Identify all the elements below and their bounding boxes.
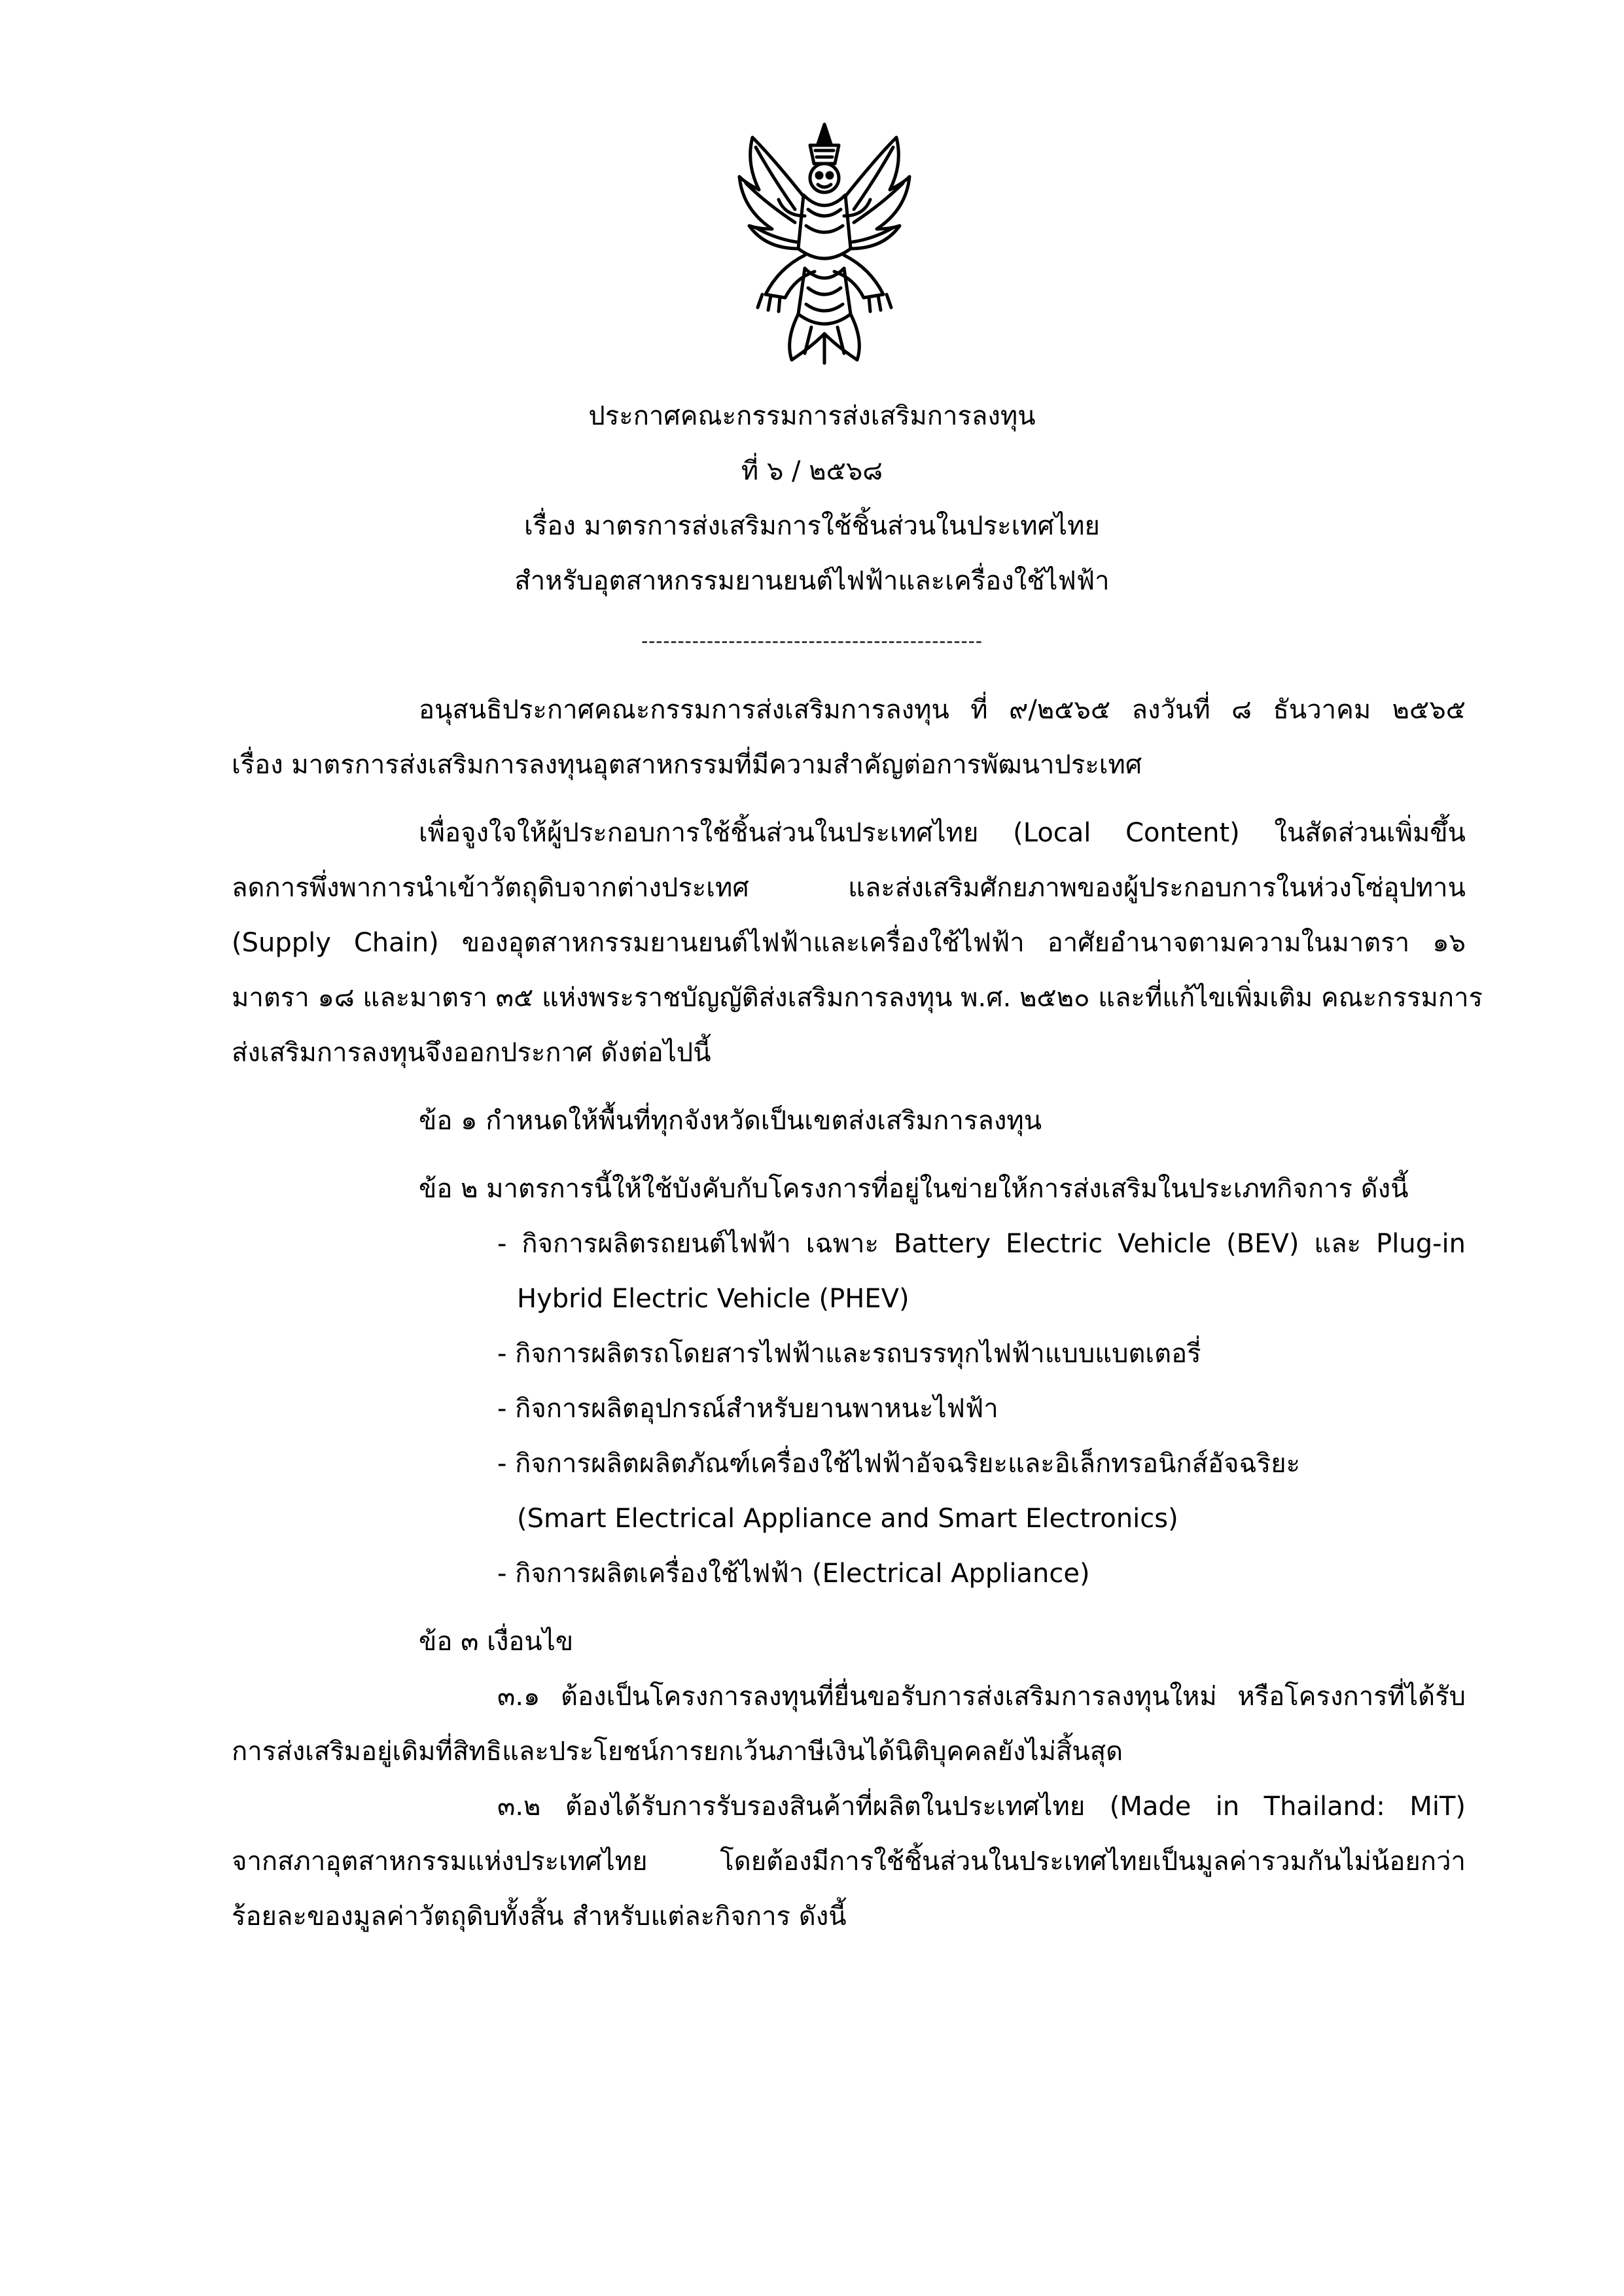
clause-3-1-line-1: ๓.๑ ต้องเป็นโครงการลงทุนที่ยื่นขอรับการส่งเสริมการลงทุนใหม่ หรือโครงการที่ได้รับ xyxy=(497,1682,1466,1712)
clause-2-item: (Smart Electrical Appliance and Smart Electronics) xyxy=(517,1504,1178,1534)
clause-2-item: - กิจการผลิตเครื่องใช้ไฟฟ้า (Electrical Appliance) xyxy=(497,1559,1090,1589)
clause-3-2-line-2: จากสภาอุตสาหกรรมแห่งประเทศไทย โดยต้องมีการใช้ชิ้นส่วนในประเทศไทยเป็นมูลค่ารวมกันไม่น้อยกว่า xyxy=(232,1846,1466,1877)
preamble-p2-line-2: ลดการพึ่งพาการนำเข้าวัตถุดิบจากต่างประเทศ และส่งเสริมศักยภาพของผู้ประกอบการในห่วงโซ่อุปทาน xyxy=(232,873,1466,903)
clause-1: ข้อ ๑ กำหนดให้พื้นที่ทุกจังหวัดเป็นเขตส่งเสริมการลงทุน xyxy=(419,1106,1042,1136)
preamble-p2-line-3: (Supply Chain) ของอุตสาหกรรมยานยนต์ไฟฟ้าและเครื่องใช้ไฟฟ้า อาศัยอำนาจตามความในมาตรา ๑๖ xyxy=(232,928,1466,958)
announcement-subject-line-1: เรื่อง มาตรการส่งเสริมการใช้ชิ้นส่วนในประเทศไทย xyxy=(524,511,1100,541)
announcement-number: ที่ ๖ / ๒๕๖๘ xyxy=(741,456,883,486)
clause-3-2-line-1: ๓.๒ ต้องได้รับการรับรองสินค้าที่ผลิตในประเทศไทย (Made in Thailand: MiT) xyxy=(497,1792,1466,1822)
clause-2: ข้อ ๒ มาตรการนี้ให้ใช้บังคับกับโครงการที่อยู่ในข่ายให้การส่งเสริมในประเภทกิจการ ดังนี้ xyxy=(419,1174,1409,1204)
preamble-p2-line-5: ส่งเสริมการลงทุนจึงออกประกาศ ดังต่อไปนี้ xyxy=(232,1038,711,1068)
clause-3-2-line-3: ร้อยละของมูลค่าวัตถุดิบทั้งสิ้น สำหรับแต่ละกิจการ ดังนี้ xyxy=(232,1901,847,1932)
header-divider: ----------------------------------------------- xyxy=(641,630,983,652)
announcement-subject-line-2: สำหรับอุตสาหกรรมยานยนต์ไฟฟ้าและเครื่องใช้ไฟฟ้า xyxy=(514,566,1110,596)
clause-3-1-line-2: การส่งเสริมอยู่เดิมที่สิทธิและประโยชน์การยกเว้นภาษีเงินได้นิติบุคคลยังไม่สิ้นสุด xyxy=(232,1737,1123,1767)
preamble-p1-line-2: เรื่อง มาตรการส่งเสริมการลงทุนอุตสาหกรรมที่มีความสำคัญต่อการพัฒนาประเทศ xyxy=(232,750,1142,780)
preamble-p2-line-4: มาตรา ๑๘ และมาตรา ๓๕ แห่งพระราชบัญญัติส่งเสริมการลงทุน พ.ศ. ๒๕๒๐ และที่แก้ไขเพิ่มเติม คณะกรรมการ xyxy=(232,983,1483,1013)
announcement-title: ประกาศคณะกรรมการส่งเสริมการลงทุน xyxy=(588,401,1036,431)
clause-3: ข้อ ๓ เงื่อนไข xyxy=(419,1627,574,1657)
clause-2-item: - กิจการผลิตรถโดยสารไฟฟ้าและรถบรรทุกไฟฟ้าแบบแบตเตอรี่ xyxy=(497,1339,1201,1369)
preamble-p1-line-1: อนุสนธิประกาศคณะกรรมการส่งเสริมการลงทุน ที่ ๙/๒๕๖๕ ลงวันที่ ๘ ธันวาคม ๒๕๖๕ xyxy=(419,695,1466,725)
clause-2-item: - กิจการผลิตอุปกรณ์สำหรับยานพาหนะไฟฟ้า xyxy=(497,1394,998,1424)
preamble-p2-line-1: เพื่อจูงใจให้ผู้ประกอบการใช้ชิ้นส่วนในประเทศไทย (Local Content) ในสัดส่วนเพิ่มขึ้น xyxy=(419,818,1466,848)
clause-2-item: - กิจการผลิตรถยนต์ไฟฟ้า เฉพาะ Battery Electric Vehicle (BEV) และ Plug-in xyxy=(497,1229,1466,1259)
clause-2-item: - กิจการผลิตผลิตภัณฑ์เครื่องใช้ไฟฟ้าอัจฉริยะและอิเล็กทรอนิกส์อัจฉริยะ xyxy=(497,1449,1301,1479)
clause-2-item: Hybrid Electric Vehicle (PHEV) xyxy=(517,1284,909,1314)
garuda-emblem-icon xyxy=(726,118,923,366)
